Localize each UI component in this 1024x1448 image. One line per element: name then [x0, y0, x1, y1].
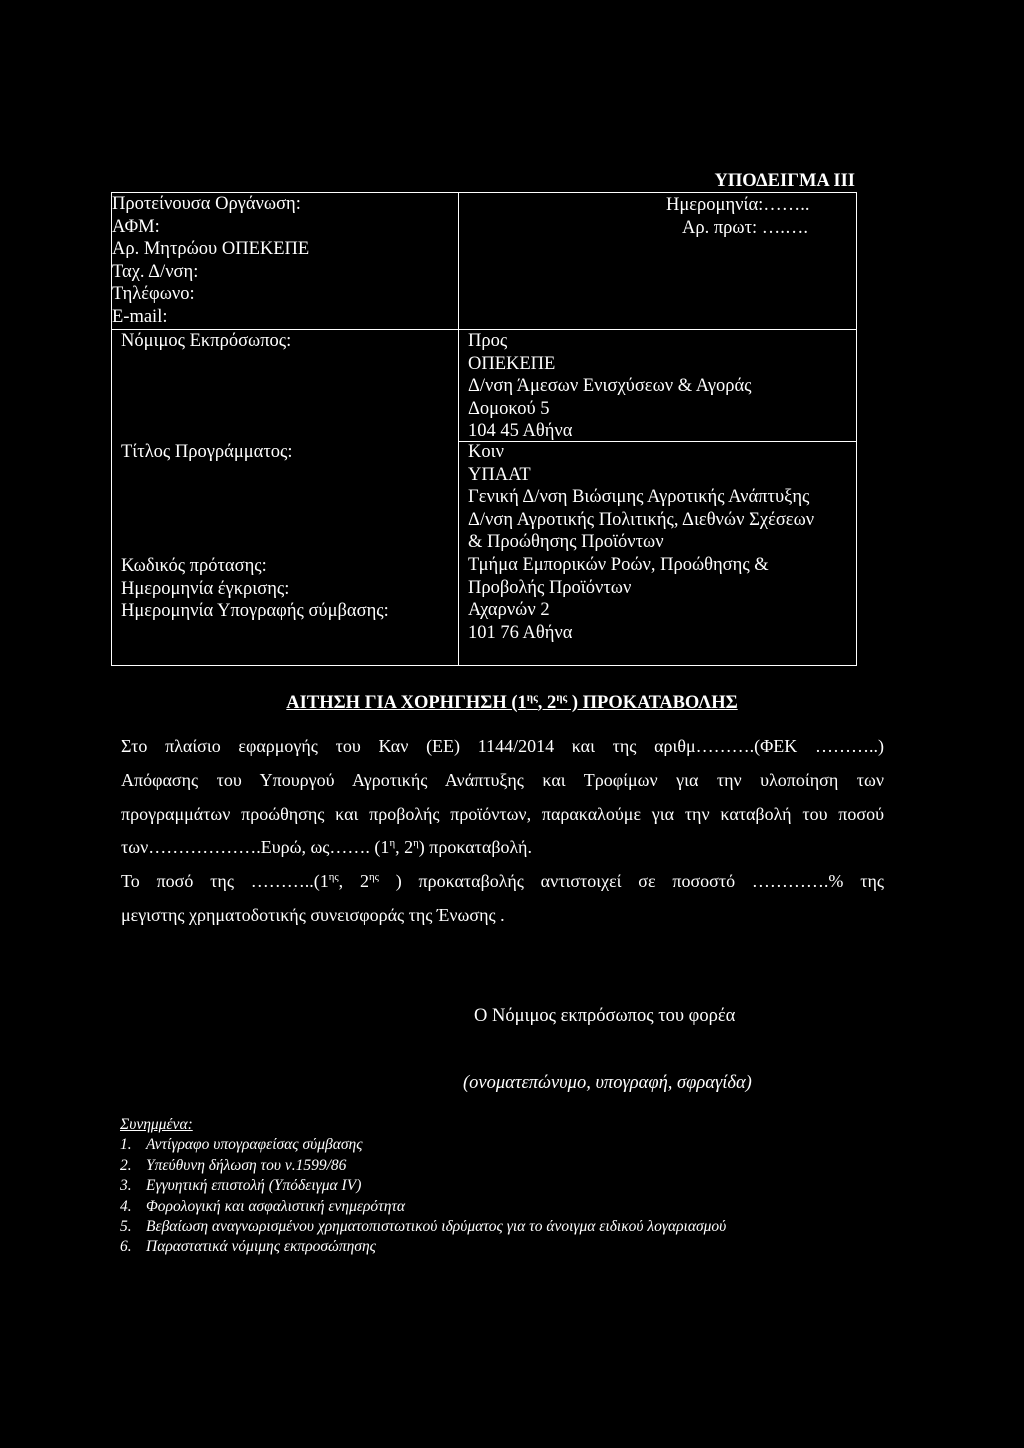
title-superscript: ης — [556, 691, 568, 704]
attachments-list — [120, 1135, 726, 1257]
attachment-item — [120, 1237, 726, 1257]
cc-line: Δ/νση Αγροτικής Πολιτικής, Διεθνών Σχέσεων — [468, 509, 815, 530]
attachment-item — [120, 1135, 726, 1155]
recipient-address — [468, 330, 752, 443]
recipient-line: Προς — [468, 331, 508, 351]
applicant-address-label: Ταχ. Δ/νση: — [112, 261, 199, 282]
line-superscript: η — [389, 837, 396, 850]
reference-date: Ημερομηνία:…….. — [666, 195, 810, 215]
request-line: μεγιστης χρηματοδοτικής συνεισφοράς της Ένωσης . — [121, 904, 505, 925]
cc-line: Προβολής Προϊόντων — [468, 577, 632, 598]
program-title-label: Τίτλος Προγράμματος: — [121, 442, 293, 462]
applicant-vat-label: ΑΦΜ: — [112, 216, 160, 237]
line-superscript: ης — [328, 871, 339, 884]
line-part: των……………….Ευρώ, ως……. (1 — [121, 837, 390, 858]
cc-line: Τμήμα Εμπορικών Ροών, Προώθησης & — [468, 554, 769, 575]
applicant-registry-label: Αρ. Μητρώου ΟΠΕΚΕΠΕ — [112, 239, 310, 260]
legal-representative-label: Νόμιμος Εκπρόσωπος: — [121, 331, 292, 351]
attachment-item — [120, 1156, 726, 1176]
contract-signing-date-label: Ημερομηνία Υπογραφής σύμβασης: — [121, 601, 389, 622]
attachment-text: Βεβαίωση αναγνωρισμένου χρηματοπιστωτικού ιδρύματος για το άνοιγμα ειδικού λογαριασμού — [146, 1217, 727, 1235]
attachment-text: Υπεύθυνη δήλωση του ν.1599/86 — [146, 1156, 347, 1174]
recipient-line: Δομοκού 5 — [468, 398, 550, 419]
cc-address — [468, 441, 814, 644]
line-part: , 2 — [395, 837, 414, 858]
cc-line: 101 76 Αθήνα — [468, 622, 573, 643]
request-title-text — [286, 693, 737, 713]
applicant-organization-label: Προτείνουσα Οργάνωση: — [112, 194, 301, 214]
title-superscript: ης — [526, 691, 538, 704]
line-part: , 2 — [338, 871, 369, 892]
attachment-item — [120, 1217, 726, 1237]
request-line: Στο πλαίσιο εφαρμογής του Καν (ΕΕ) 1144/2014 και της αριθμ……….(ΦΕΚ ………..) — [121, 736, 884, 756]
attachment-number: 6. — [120, 1238, 132, 1256]
line-superscript: ης — [368, 871, 379, 884]
applicant-email-label: E-mail: — [112, 306, 168, 327]
line-part: ) προκαταβολή. — [418, 837, 532, 858]
column-divider — [458, 193, 459, 665]
signature-title: Ο Νόμιμος εκπρόσωπος του φορέα — [474, 1006, 736, 1026]
reference-protocol-number: Αρ. πρωτ: ….…. — [682, 218, 809, 238]
attachment-text: Φορολογική και ασφαλιστική ενημερότητα — [146, 1197, 406, 1215]
applicant-phone-label: Τηλέφωνο: — [112, 284, 195, 305]
recipient-line: 104 45 Αθήνα — [468, 421, 573, 442]
attachment-text: Αντίγραφο υπογραφείσας σύμβασης — [146, 1136, 363, 1154]
title-part: ) ΠΡΟΚΑΤΑΒΟΛΗΣ — [567, 693, 738, 713]
approval-date-label: Ημερομηνία έγκρισης: — [121, 578, 290, 599]
cc-line: Γενική Δ/νση Βιώσιμης Αγροτικής Ανάπτυξης — [468, 487, 810, 508]
attachment-number: 2. — [120, 1156, 132, 1174]
attachment-item — [120, 1176, 726, 1196]
attachment-number: 4. — [120, 1197, 132, 1215]
attachment-item — [120, 1197, 726, 1217]
request-body — [121, 730, 884, 933]
attachment-number: 5. — [120, 1217, 132, 1235]
title-part: ΑΙΤΗΣΗ ΓΙΑ ΧΟΡΗΓΗΣΗ (1 — [286, 693, 527, 713]
attachment-text: Παραστατικά νόμιμης εκπροσώπησης — [146, 1238, 376, 1256]
signature-hint: (ονοματεπώνυμο, υπογραφή, σφραγίδα) — [463, 1073, 752, 1093]
header-form-table — [111, 192, 857, 666]
cc-line: & Προώθησης Προϊόντων — [468, 532, 664, 553]
line-superscript: η — [413, 837, 419, 850]
line-part: ) προκαταβολής αντιστοιχεί σε ποσοστό ………….% της — [378, 871, 884, 892]
request-line: προγραμμάτων προώθησης και προβολής προϊόντων, παρακαλούμε για την καταβολή του ποσού — [121, 803, 884, 824]
request-line — [121, 865, 884, 899]
line-part: Το ποσό της ………..(1 — [121, 871, 329, 892]
attachment-text: Εγγυητική επιστολή (Υπόδειγμα IV) — [146, 1177, 362, 1195]
applicant-fields — [112, 193, 309, 329]
cc-line: Αχαρνών 2 — [468, 600, 550, 621]
attachment-number: 1. — [120, 1136, 132, 1154]
recipient-line: Δ/νση Άμεσων Ενισχύσεων & Αγοράς — [468, 376, 752, 397]
template-label: ΥΠΟΔΕΙΓΜΑ ΙΙΙ — [714, 171, 855, 191]
request-line: Απόφασης του Υπουργού Αγροτικής Ανάπτυξης και Τροφίμων για την υλοποίηση των — [121, 769, 884, 790]
recipient-line: ΟΠΕΚΕΠΕ — [468, 353, 556, 374]
cc-line: ΥΠΑΑΤ — [468, 464, 531, 485]
request-line — [121, 831, 884, 865]
attachments-heading: Συνημμένα: — [120, 1116, 193, 1133]
cc-line: Κοιν — [468, 442, 504, 462]
request-title — [0, 692, 1024, 714]
proposal-code-label: Κωδικός πρότασης: — [121, 556, 267, 576]
program-details-labels — [121, 555, 389, 623]
title-part: , 2 — [537, 693, 557, 713]
attachment-number: 3. — [120, 1177, 132, 1195]
attachments — [120, 1115, 726, 1258]
